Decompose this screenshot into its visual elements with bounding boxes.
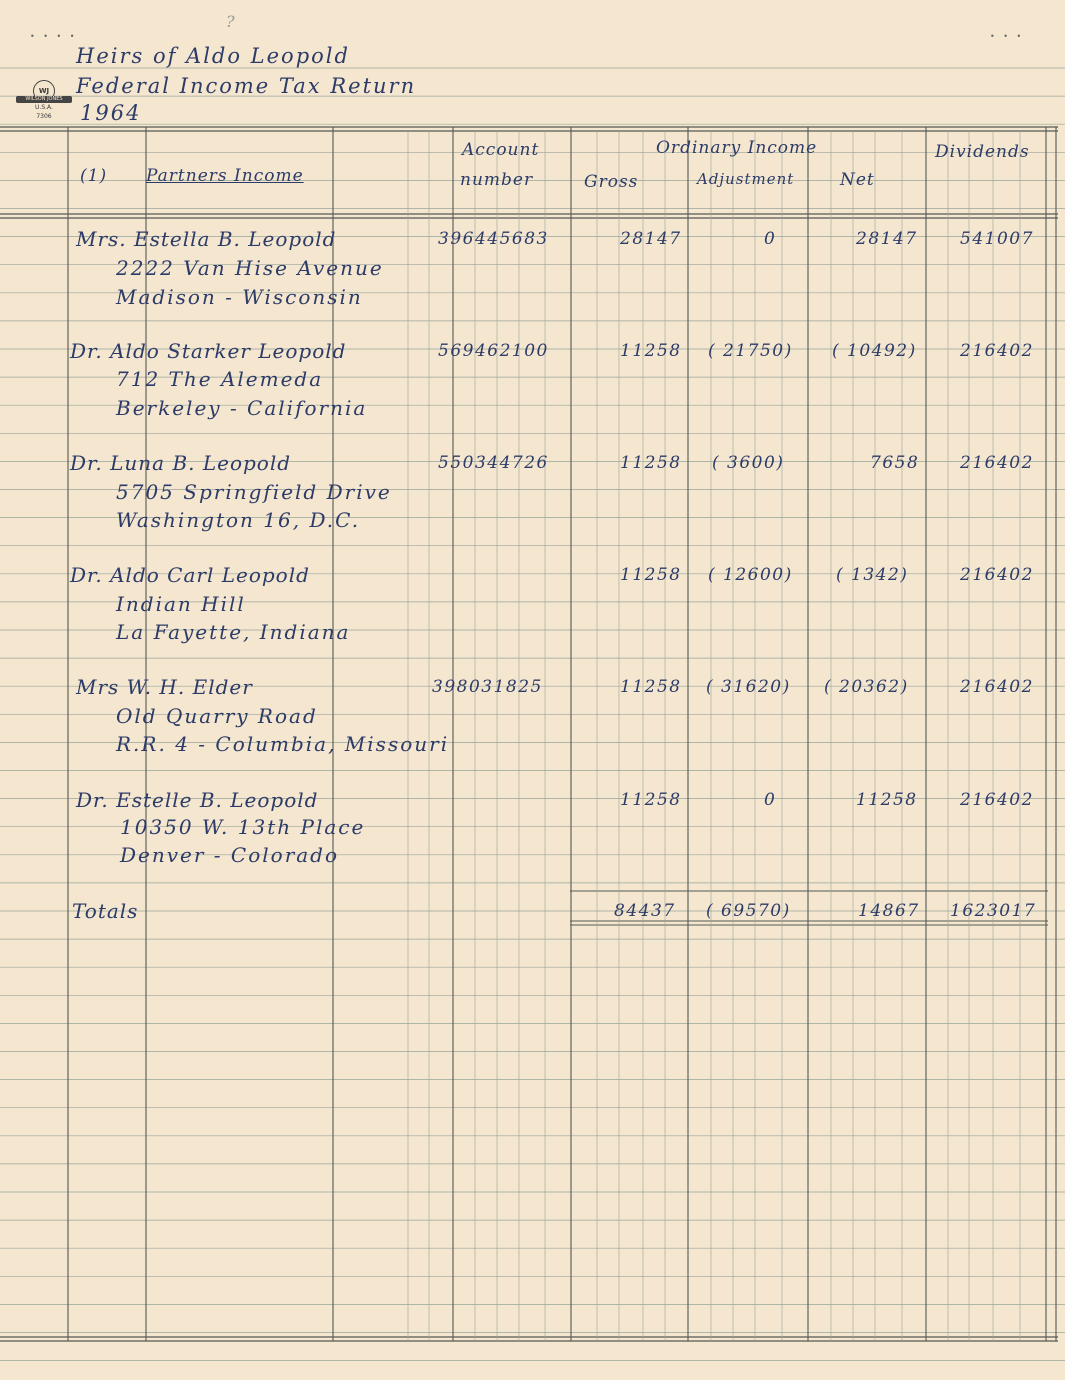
net-amount: ( 10492): [832, 341, 917, 361]
adjustment-amount: ( 21750): [708, 341, 793, 361]
net-amount: ( 1342): [836, 565, 909, 585]
partner-address-line1: 712 The Alemeda: [116, 367, 324, 391]
adjustment-amount: ( 12600): [708, 565, 793, 585]
punch-holes-left: • • • •: [30, 32, 78, 41]
total-dividends: 1623017: [950, 901, 1037, 921]
partner-address-line2: R.R. 4 - Columbia, Missouri: [116, 732, 450, 756]
col-header-dividends: Dividends: [935, 142, 1030, 162]
dividends-amount: 216402: [960, 341, 1034, 361]
title-line-2: Federal Income Tax Return: [76, 74, 417, 98]
dividends-amount: 216402: [960, 565, 1034, 585]
partner-address-line1: 10350 W. 13th Place: [120, 815, 366, 839]
partner-address-line2: Berkeley - California: [116, 396, 368, 420]
gross-amount: 11258: [620, 453, 682, 473]
account-number: 396445683: [438, 229, 549, 249]
partner-address-line1: 2222 Van Hise Avenue: [116, 256, 384, 280]
partner-address-line2: Denver - Colorado: [120, 843, 340, 867]
logo-brand: WILSON JONES: [16, 96, 72, 103]
col-header-partners: Partners Income: [146, 166, 304, 186]
totals-label: Totals: [72, 899, 139, 923]
logo-form-number: 7306: [36, 113, 52, 120]
punch-holes-right: • • •: [990, 32, 1025, 41]
net-amount: ( 20362): [824, 677, 909, 697]
adjustment-amount: ( 3600): [712, 453, 785, 473]
gross-amount: 11258: [620, 677, 682, 697]
section-number: (1): [80, 166, 108, 186]
net-amount: 28147: [856, 229, 918, 249]
total-adjustment: ( 69570): [706, 901, 791, 921]
dividends-amount: 541007: [960, 229, 1034, 249]
total-net: 14867: [858, 901, 920, 921]
partner-address-line1: Indian Hill: [116, 592, 246, 616]
account-number: 550344726: [438, 453, 549, 473]
adjustment-amount: 0: [764, 790, 777, 810]
title-line-1: Heirs of Aldo Leopold: [76, 44, 350, 68]
net-amount: 7658: [870, 453, 920, 473]
partner-name: Dr. Aldo Carl Leopold: [70, 563, 310, 587]
title-year: 1964: [80, 101, 142, 125]
logo-country: U.S.A.: [35, 104, 53, 111]
partner-name: Mrs. Estella B. Leopold: [76, 227, 337, 251]
gross-amount: 11258: [620, 790, 682, 810]
net-amount: 11258: [856, 790, 918, 810]
wj-seal-icon: WJ: [33, 80, 55, 102]
col-header-account-bottom: number: [460, 170, 534, 190]
dividends-amount: 216402: [960, 677, 1034, 697]
adjustment-amount: 0: [764, 229, 777, 249]
col-header-net: Net: [840, 170, 875, 190]
gross-amount: 11258: [620, 565, 682, 585]
gross-amount: 28147: [620, 229, 682, 249]
partner-address-line1: 5705 Springfield Drive: [116, 480, 392, 504]
adjustment-amount: ( 31620): [706, 677, 791, 697]
partner-address-line2: Madison - Wisconsin: [116, 285, 363, 309]
dividends-amount: 216402: [960, 453, 1034, 473]
col-header-adjustment: Adjustment: [697, 170, 795, 188]
partner-name: Dr. Estelle B. Leopold: [76, 788, 319, 812]
col-header-ordinary-income: Ordinary Income: [656, 138, 818, 158]
account-number: 398031825: [432, 677, 543, 697]
account-number: 569462100: [438, 341, 549, 361]
partner-name: Mrs W. H. Elder: [76, 675, 253, 699]
dividends-amount: 216402: [960, 790, 1034, 810]
col-header-account-top: Account: [462, 140, 540, 160]
pencil-mark: ?: [226, 12, 236, 31]
total-gross: 84437: [614, 901, 676, 921]
wilson-jones-logo: [16, 80, 72, 122]
partner-name: Dr. Aldo Starker Leopold: [70, 339, 347, 363]
gross-amount: 11258: [620, 341, 682, 361]
partner-address-line1: Old Quarry Road: [116, 704, 318, 728]
partner-address-line2: Washington 16, D.C.: [116, 508, 361, 532]
partner-name: Dr. Luna B. Leopold: [70, 451, 292, 475]
partner-address-line2: La Fayette, Indiana: [116, 620, 351, 644]
col-header-gross: Gross: [584, 172, 639, 192]
